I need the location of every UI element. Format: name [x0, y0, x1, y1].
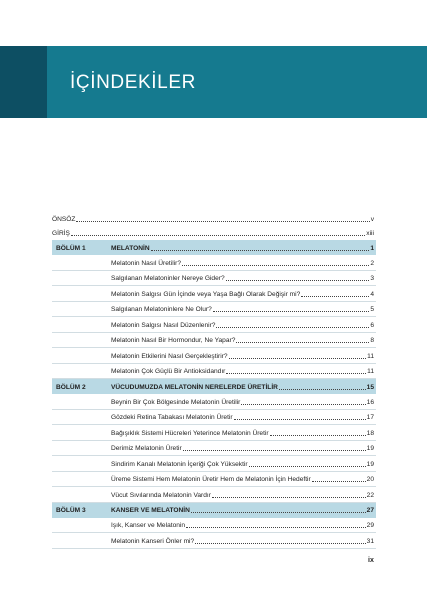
toc-entry-page: 11: [367, 368, 374, 375]
toc-entry[interactable]: [52, 302, 376, 318]
chapter-page: 15: [366, 383, 374, 391]
toc-entry-page: 17: [366, 414, 374, 421]
table-of-contents: [52, 212, 376, 549]
chapter-page: 1: [370, 244, 374, 252]
toc-entry-page: xiii: [366, 230, 374, 237]
toc-entry[interactable]: [52, 410, 376, 426]
leader-dots: [301, 296, 369, 297]
toc-entry-title: Bağışıklık Sistemi Hücreleri Yeterince Melatonin Üretir: [111, 429, 269, 437]
leader-dots: [191, 512, 366, 513]
chapter-title: MELATONİN: [111, 244, 150, 252]
toc-entry-page: 6: [370, 321, 374, 329]
chapter-label: BÖLÜM 3: [56, 507, 86, 514]
toc-chapter-3[interactable]: [52, 503, 376, 518]
leader-dots: [236, 342, 369, 343]
toc-entry-title: Melatonin Nasıl Üretilir?: [111, 259, 181, 267]
leader-dots: [226, 280, 370, 281]
toc-entry[interactable]: [52, 333, 376, 349]
toc-entry-page: 20: [366, 476, 374, 483]
toc-entry-page: 11: [367, 352, 374, 360]
toc-entry-title: Beynin Bir Çok Bölgesinde Melatonin Üretilir: [111, 398, 241, 406]
toc-entry[interactable]: [52, 518, 376, 534]
toc-chapter-2[interactable]: [52, 379, 376, 394]
leader-dots: [226, 373, 366, 374]
toc-entry-page: 5: [370, 306, 374, 313]
toc-entry[interactable]: [52, 441, 376, 457]
toc-entry-title: GİRİŞ: [52, 230, 70, 237]
leader-dots: [312, 481, 366, 482]
toc-entry-title: Melatonin Nasıl Bir Hormondur, Ne Yapar?: [111, 337, 236, 344]
toc-entry[interactable]: [52, 255, 376, 271]
toc-entry-page: 31: [366, 537, 374, 545]
toc-front-giris[interactable]: [52, 226, 376, 240]
chapter-title: KANSER VE MELATONİN: [111, 507, 190, 514]
toc-entry-title: Melatonin Salgısı Nasıl Düzenlenir?: [111, 321, 216, 329]
leader-dots: [241, 404, 365, 405]
toc-entry[interactable]: [52, 348, 376, 364]
toc-entry[interactable]: [52, 364, 376, 380]
toc-entry-title: Vücut Sıvılarında Melatonin Vardır: [111, 491, 211, 499]
toc-entry-title: Derimiz Melatonin Üretir: [111, 445, 182, 452]
toc-entry-title: Melatonin Kanseri Önler mi?: [111, 537, 195, 545]
leader-dots: [151, 250, 370, 251]
leader-dots: [213, 311, 370, 312]
toc-entry-page: 19: [366, 445, 374, 452]
toc-entry-title: Sindirim Kanalı Melatonin İçeriği Çok Yüksektir: [111, 460, 248, 468]
toc-entry-title: Işık, Kanser ve Melatonin: [111, 522, 186, 529]
leader-dots: [76, 221, 369, 222]
toc-entry[interactable]: [52, 533, 376, 549]
toc-entry[interactable]: [52, 472, 376, 488]
toc-entry[interactable]: [52, 456, 376, 472]
leader-dots: [182, 265, 369, 266]
toc-entry[interactable]: [52, 317, 376, 333]
leader-dots: [186, 527, 366, 528]
leader-dots: [212, 497, 366, 498]
toc-entry-page: 18: [366, 429, 374, 437]
toc-entry-page: 29: [366, 522, 374, 529]
toc-entry[interactable]: [52, 271, 376, 287]
toc-entry[interactable]: [52, 487, 376, 503]
chapter-label: BÖLÜM 2: [56, 383, 86, 391]
chapter-page: 27: [366, 507, 374, 514]
leader-dots: [216, 327, 369, 328]
toc-chapter-1[interactable]: [52, 240, 376, 255]
header-banner: [0, 46, 427, 118]
page-title: İÇİNDEKİLER: [70, 72, 196, 93]
toc-entry-title: Melatonin Çok Güçlü Bir Antioksidandır: [111, 368, 226, 375]
toc-front-onsoz[interactable]: [52, 212, 376, 226]
toc-entry-title: Salgılanan Melatoninler Nereye Gider?: [111, 275, 225, 282]
toc-entry[interactable]: [52, 286, 376, 302]
toc-entry-page: 22: [366, 491, 374, 499]
toc-entry-page: 8: [370, 337, 374, 344]
leader-dots: [195, 543, 365, 544]
leader-dots: [249, 466, 366, 467]
toc-entry-title: Üreme Sistemi Hem Melatonin Üretir Hem de Melatonin İçin Hedeftir: [111, 476, 311, 483]
toc-entry-page: 4: [370, 290, 374, 298]
toc-entry[interactable]: [52, 425, 376, 441]
leader-dots: [279, 389, 366, 390]
page-number: ix: [368, 557, 374, 564]
toc-entry[interactable]: [52, 394, 376, 410]
banner-accent-block: [0, 46, 47, 118]
toc-entry-page: 19: [366, 460, 374, 468]
toc-entry-title: Melatonin Etkilerini Nasıl Gerçekleştirir?: [111, 352, 228, 360]
toc-entry-page: v: [370, 216, 374, 223]
chapter-label: BÖLÜM 1: [56, 244, 86, 252]
toc-entry-page: 2: [370, 259, 374, 267]
leader-dots: [229, 358, 367, 359]
toc-entry-title: Melatonin Salgısı Gün İçinde veya Yaşa Bağlı Olarak Değişir mi?: [111, 290, 301, 298]
toc-entry-title: Salgılanan Melatoninlere Ne Olur?: [111, 306, 212, 313]
leader-dots: [183, 450, 366, 451]
leader-dots: [234, 419, 366, 420]
toc-entry-page: 3: [370, 275, 374, 282]
chapter-title: VÜCUDUMUZDA MELATONİN NERELERDE ÜRETİLİR: [111, 383, 278, 391]
toc-entry-title: ÖNSÖZ: [52, 216, 76, 223]
toc-entry-page: 16: [366, 398, 374, 406]
leader-dots: [71, 235, 365, 236]
toc-entry-title: Gözdeki Retina Tabakası Melatonin Üretir: [111, 414, 233, 421]
leader-dots: [270, 435, 366, 436]
